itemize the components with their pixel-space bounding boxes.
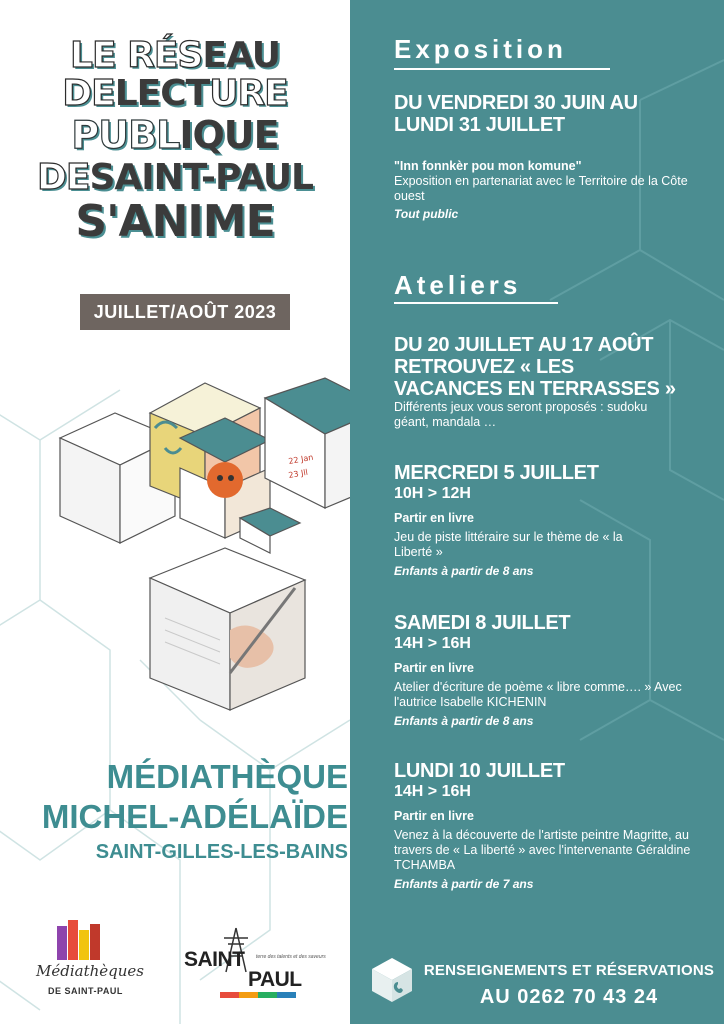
saint-paul-color-bar <box>220 992 296 998</box>
cube-collage-illustration <box>55 368 350 718</box>
atelier-terrasses-dates: DU 20 JUILLET AU 17 AOÛT RETROUVEZ « LES VACANCES EN TERRASSES » <box>394 334 676 400</box>
title-line-1 <box>0 35 350 76</box>
atelier-samedi-audience: Enfants à partir de 8 ans <box>394 714 534 728</box>
title-line-2-solid: LECT <box>114 73 210 114</box>
venue-line-2: MICHEL-ADÉLAÏDE <box>41 798 348 835</box>
title-line-3 <box>0 113 350 157</box>
exposition-block <box>394 92 720 222</box>
dates-badge: JUILLET/AOÛT 2023 <box>80 294 290 330</box>
atelier-mercredi-day: MERCREDI 5 JUILLET <box>394 462 599 484</box>
collage-note-a: 22 Jan <box>287 452 315 466</box>
exposition-heading-rule <box>394 68 610 70</box>
venue-line-1: MÉDIATHÈQUE <box>106 758 348 795</box>
contact-block <box>350 952 724 1012</box>
right-panel <box>350 0 724 1024</box>
atelier-item-terrasses <box>394 334 720 430</box>
atelier-mercredi-time: 10H > 12H <box>394 485 471 502</box>
atelier-samedi-series: Partir en livre <box>394 661 474 675</box>
atelier-mercredi-audience: Enfants à partir de 8 ans <box>394 564 534 578</box>
atelier-mercredi-description: Jeu de piste littéraire sur le thème de « la Liberté » <box>394 530 623 559</box>
title-line-1-outline: LE RÉS <box>70 35 203 76</box>
exposition-heading: Exposition <box>394 34 567 64</box>
ateliers-heading: Ateliers <box>394 270 522 300</box>
title-line-4-outline: DE <box>36 157 90 198</box>
title-line-5 <box>0 196 350 247</box>
atelier-item-mercredi <box>394 462 720 579</box>
title-line-5-solid: S'ANIME <box>75 196 275 247</box>
collage-note-b: 23 Jll <box>287 467 309 480</box>
phone-cube-icon <box>368 956 416 1004</box>
atelier-lundi-audience: Enfants à partir de 7 ans <box>394 877 534 891</box>
title-line-2-outline-a: DE <box>62 73 115 114</box>
title-line-1-solid: EAU <box>202 35 280 76</box>
title-line-2-outline-b: URE <box>209 73 288 114</box>
exposition-name: "Inn fonnkèr pou mon komune" <box>394 159 582 173</box>
mediatheques-logo-name: Médiathèques <box>36 962 144 980</box>
atelier-lundi-description: Venez à la découverte de l'artiste peintre Magritte, au travers de « La liberté » avec l'intervenante Géraldine TCHAMBA <box>394 828 691 872</box>
title-line-4 <box>0 157 350 198</box>
atelier-samedi-time: 14H > 16H <box>394 635 471 652</box>
title-line-4-solid: SAINT-PAUL <box>89 157 313 198</box>
mediatheques-logo-sub: DE SAINT-PAUL <box>48 986 123 996</box>
venue-line-3: SAINT-GILLES-LES-BAINS <box>95 841 348 863</box>
exposition-audience: Tout public <box>394 207 459 221</box>
atelier-mercredi-series: Partir en livre <box>394 511 474 525</box>
contact-label: RENSEIGNEMENTS ET RÉSERVATIONS <box>423 962 715 979</box>
atelier-item-samedi <box>394 612 720 729</box>
atelier-item-lundi <box>394 760 720 892</box>
atelier-lundi-time: 14H > 16H <box>394 783 471 800</box>
atelier-lundi-day: LUNDI 10 JUILLET <box>394 760 565 782</box>
contact-phone[interactable]: AU 0262 70 43 24 <box>479 986 659 1008</box>
title-line-2 <box>0 73 350 114</box>
atelier-samedi-description: Atelier d'écriture de poème « libre comme…. » Avec l'autrice Isabelle KICHENIN <box>394 680 682 709</box>
atelier-lundi-series: Partir en livre <box>394 809 474 823</box>
title-line-3-solid: IQUE <box>179 113 279 157</box>
atelier-samedi-day: SAMEDI 8 JUILLET <box>394 612 571 634</box>
exposition-dates: DU VENDREDI 30 JUIN AU LUNDI 31 JUILLET <box>394 92 638 136</box>
atelier-terrasses-description: Différents jeux vous seront proposés : sudoku géant, mandala … <box>394 400 648 429</box>
ateliers-heading-rule <box>394 302 558 304</box>
left-panel <box>0 0 350 1024</box>
saint-paul-logo-b: PAUL <box>248 968 302 991</box>
title-line-3-outline: PUBL <box>71 113 180 157</box>
writing-cube <box>150 548 305 710</box>
exposition-description: Exposition en partenariat avec le Territoire de la Côte ouest <box>394 174 688 203</box>
saint-paul-logo-tagline: terre des talents et des saveurs <box>256 954 326 960</box>
illustrated-cubes <box>150 378 350 553</box>
mediatheques-logo <box>52 916 142 960</box>
saint-paul-logo-a: SAINT <box>184 948 245 971</box>
